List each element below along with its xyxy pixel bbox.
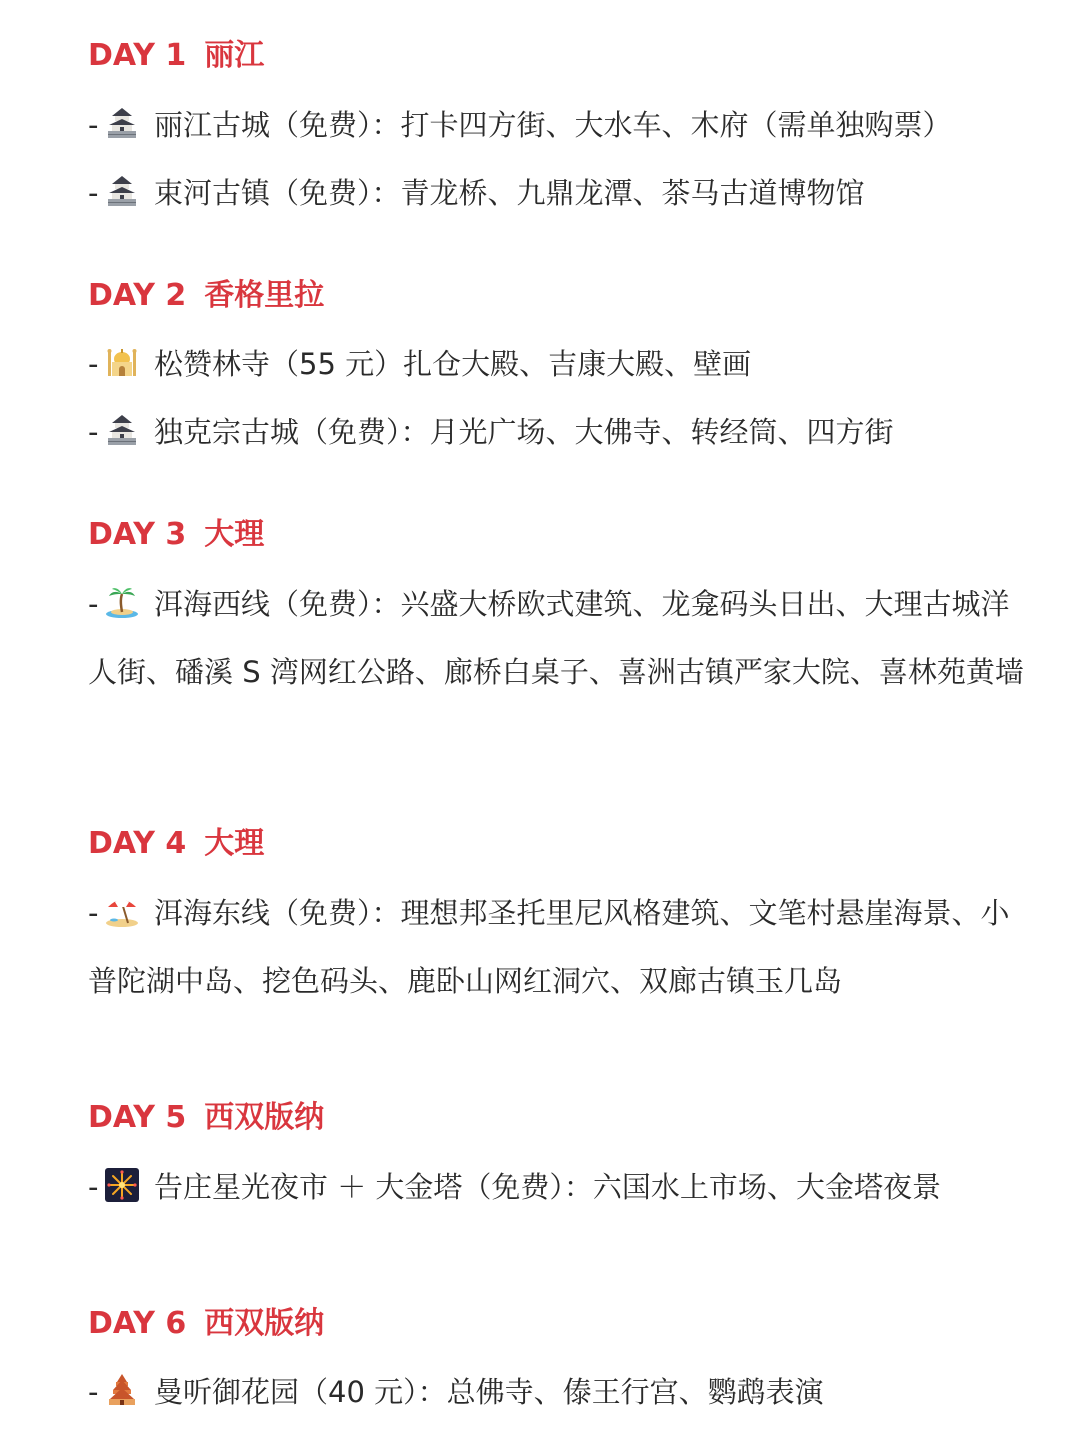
item-dash: - <box>88 896 99 930</box>
mosque-icon <box>104 344 140 380</box>
item-text: 洱海东线（免费）：理想邦圣托里尼风格建筑、文笔村悬崖海景、小普陀湖中岛、挖色码头、鹿卧山网红洞穴、双廊古镇玉几岛 <box>88 896 1010 998</box>
list-item <box>88 398 1028 466</box>
item-text: 丽江古城（免费）：打卡四方街、大水车、木府（需单独购票） <box>154 108 952 142</box>
day-2-label: DAY 2 <box>88 278 187 313</box>
day-1-label: DAY 1 <box>88 38 187 73</box>
day-6-heading <box>88 1304 324 1344</box>
day-6-label: DAY 6 <box>88 1306 187 1341</box>
day-1-heading <box>88 36 264 76</box>
hindu-temple-icon <box>104 1372 140 1408</box>
beach-umbrella-icon <box>104 893 140 929</box>
desert-island-icon <box>104 584 140 620</box>
list-item <box>88 159 1028 227</box>
item-dash: - <box>88 1170 99 1204</box>
item-text: 告庄星光夜市 ＋ 大金塔（免费）：六国水上市场、大金塔夜景 <box>154 1170 941 1204</box>
list-item <box>88 1358 1028 1426</box>
japanese-castle-icon <box>104 412 140 448</box>
item-text: 曼听御花园（40 元）：总佛寺、傣王行宫、鹦鹉表演 <box>154 1375 824 1409</box>
item-dash: - <box>88 587 99 621</box>
item-dash: - <box>88 108 99 142</box>
item-dash: - <box>88 1375 99 1409</box>
day-5-place: 西双版纳 <box>204 1100 325 1135</box>
list-item <box>88 1153 1028 1221</box>
item-dash: - <box>88 176 99 210</box>
day-3-heading <box>88 515 264 555</box>
item-text: 洱海西线（免费）：兴盛大桥欧式建筑、龙龛码头日出、大理古城洋人街、磻溪 S 湾网红公路、廊桥白桌子、喜洲古镇严家大院、喜林苑黄墙 <box>88 587 1024 689</box>
list-item <box>88 879 1028 1015</box>
day-4-label: DAY 4 <box>88 826 187 861</box>
day-6-place: 西双版纳 <box>204 1306 325 1341</box>
item-text: 束河古镇（免费）：青龙桥、九鼎龙潭、茶马古道博物馆 <box>154 176 865 210</box>
day-3-label: DAY 3 <box>88 517 187 552</box>
item-dash: - <box>88 415 99 449</box>
list-item <box>88 91 1028 159</box>
day-2-heading <box>88 276 324 316</box>
list-item <box>88 330 1028 398</box>
day-4-heading <box>88 824 264 864</box>
item-text: 独克宗古城（免费）：月光广场、大佛寺、转经筒、四方街 <box>154 415 894 449</box>
item-text: 松赞林寺（55 元）扎仓大殿、吉康大殿、壁画 <box>154 347 752 381</box>
day-4-place: 大理 <box>204 826 265 861</box>
japanese-castle-icon <box>104 173 140 209</box>
day-5-heading <box>88 1098 324 1138</box>
japanese-castle-icon <box>104 105 140 141</box>
day-3-place: 大理 <box>204 517 265 552</box>
item-dash: - <box>88 347 99 381</box>
day-2-place: 香格里拉 <box>204 278 325 313</box>
fireworks-icon <box>104 1167 140 1203</box>
day-1-place: 丽江 <box>204 38 265 73</box>
day-5-label: DAY 5 <box>88 1100 187 1135</box>
list-item <box>88 570 1028 706</box>
